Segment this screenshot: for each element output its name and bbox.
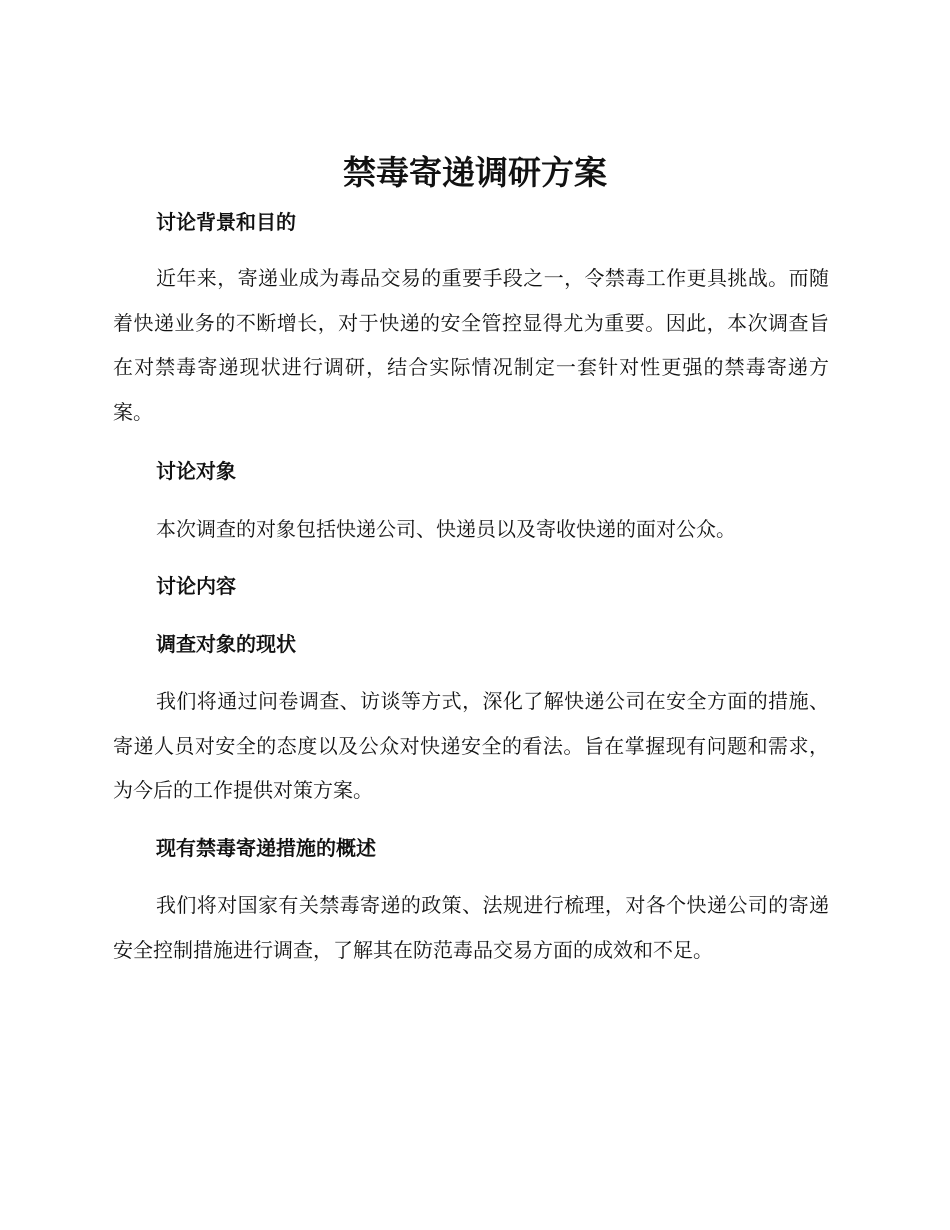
section-heading-status: 调查对象的现状	[156, 632, 296, 656]
section-heading-measures: 现有禁毒寄递措施的概述	[156, 836, 376, 860]
section-heading-subjects: 讨论对象	[156, 459, 236, 483]
section-paragraph-background: 近年来，寄递业成为毒品交易的重要手段之一，令禁毒工作更具挑战。而随着快递业务的不断增长，对于快递的安全管控显得尤为重要。因此，本次调查旨在对禁毒寄递现状进行调研，结合实际情况制定一套针对性更强的禁毒寄递方案。	[113, 266, 829, 424]
section-heading-background: 讨论背景和目的	[156, 210, 296, 234]
section-paragraph-measures: 我们将对国家有关禁毒寄递的政策、法规进行梳理，对各个快递公司的寄递安全控制措施进行调查，了解其在防范毒品交易方面的成效和不足。	[113, 893, 829, 962]
section-paragraph-subjects: 本次调查的对象包括快递公司、快递员以及寄收快递的面对公众。	[156, 517, 736, 541]
section-paragraph-status: 我们将通过问卷调查、访谈等方式，深化了解快递公司在安全方面的措施、寄递人员对安全的态度以及公众对快递安全的看法。旨在掌握现有问题和需求，为今后的工作提供对策方案。	[113, 689, 829, 802]
section-heading-content: 讨论内容	[156, 574, 236, 598]
document-title: 禁毒寄递调研方案	[343, 153, 607, 192]
